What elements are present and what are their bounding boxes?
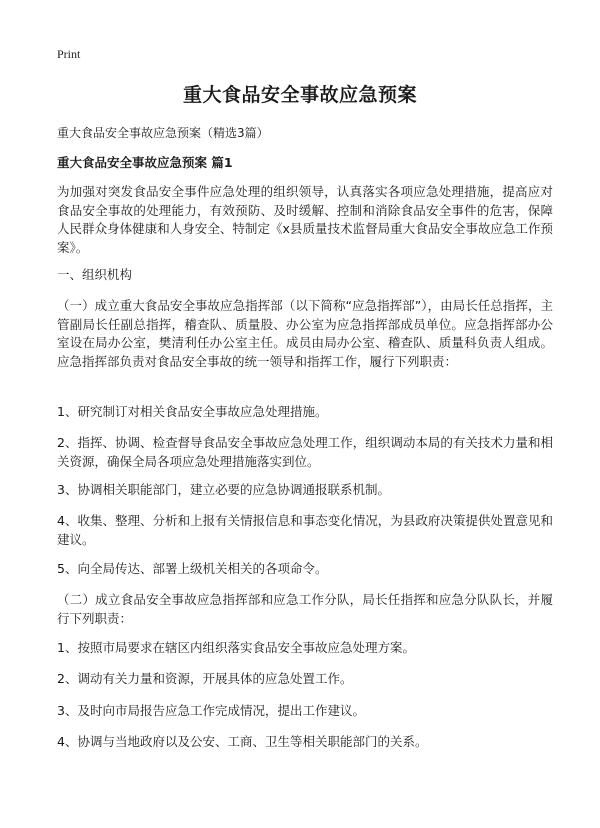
command-paragraph: （一）成立重大食品安全事故应急指挥部（以下简称“应急指挥部”），由局长任总指挥，主管副局长任副总指挥，稽查队、质量股、办公室为应急指挥部成员单位。应急指挥部办公室设在局办公室，樊清利任办公室主任。成员由局办公室、稽查队、质量科负责人组成。应急指挥部负责对食品安全事故的统一领导和指挥工作，履行下列职责： bbox=[57, 298, 553, 369]
intro-paragraph: 为加强对突发食品安全事件应急处理的组织领导，认真落实各项应急处理措施，提高应对食品安全事故的处理能力，有效预防、及时缓解、控制和消除食品安全事件的危害，保障人民群众身体健康和人身安全、特制定《x县质量技术监督局重大食品安全事故应急工作预案》。 bbox=[57, 184, 553, 255]
print-link[interactable]: Print bbox=[57, 47, 81, 61]
team-duty-3: 3、及时向市局报告应急工作完成情况，提出工作建议。 bbox=[57, 703, 365, 718]
duty-item-5: 5、向全局传达、部署上级机关相关的各项命令。 bbox=[57, 561, 328, 576]
document-subtitle: 重大食品安全事故应急预案（精选3篇） bbox=[57, 126, 269, 140]
team-duty-1: 1、按照市局要求在辖区内组织落实食品安全事故应急处理方案。 bbox=[57, 640, 415, 655]
duty-item-3: 3、协调相关职能部门，建立必要的应急协调通报联系机制。 bbox=[57, 482, 390, 497]
org-heading: 一、组织机构 bbox=[57, 267, 133, 282]
duty-item-2: 2、指挥、协调、检查督导食品安全事故应急处理工作，组织调动本局的有关技术力量和相关资源，确保全局各项应急处理措施落实到位。 bbox=[57, 435, 553, 469]
duty-item-1: 1、研究制订对相关食品安全事故应急处理措施。 bbox=[57, 404, 328, 419]
duty-item-4: 4、收集、整理、分析和上报有关情报信息和事态变化情况，为县政府决策提供处置意见和建议。 bbox=[57, 513, 553, 547]
section-heading: 重大食品安全事故应急预案 篇1 bbox=[57, 155, 233, 170]
document-title: 重大食品安全事故应急预案 bbox=[182, 84, 417, 106]
team-duty-2: 2、调动有关力量和资源，开展具体的应急处置工作。 bbox=[57, 671, 353, 686]
team-paragraph: （二）成立食品安全事故应急指挥部和应急工作分队，局长任指挥和应急分队队长，并履行下列职责： bbox=[57, 592, 553, 626]
team-duty-4: 4、协调与当地政府以及公安、工商、卫生等相关职能部门的关系。 bbox=[57, 734, 428, 749]
